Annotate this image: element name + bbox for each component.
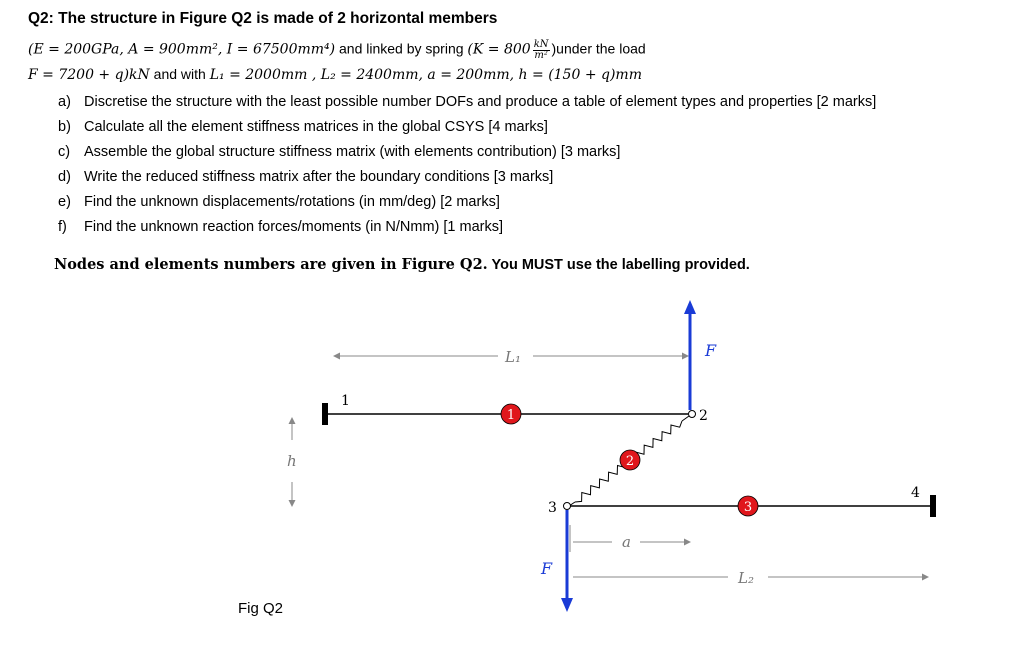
task-label: d) bbox=[58, 169, 71, 185]
load-expression: F = 7200 + q)kN bbox=[28, 67, 150, 83]
figure-caption: Fig Q2 bbox=[238, 600, 284, 617]
unit-numerator: kN bbox=[533, 39, 549, 50]
task-text: Find the unknown reaction forces/moments (in N/Nmm) [1 marks] bbox=[84, 219, 504, 235]
task-text: Find the unknown displacements/rotations (in mm/deg) [2 marks] bbox=[84, 194, 500, 210]
task-label: c) bbox=[58, 144, 71, 160]
fixed-support-left-icon bbox=[322, 403, 328, 425]
task-text: Assemble the global structure stiffness matrix (with elements contribution) [3 marks] bbox=[84, 144, 621, 160]
dimension-L1 bbox=[334, 348, 688, 366]
material-properties: (E = 200GPa, A = 900mm², I = 67500mm⁴) bbox=[28, 41, 336, 58]
note-sans-part: You MUST use the labelling provided. bbox=[487, 257, 750, 273]
node-3-label: 3 bbox=[548, 500, 557, 516]
spring-element-2 bbox=[569, 416, 689, 506]
and-with-text: and with bbox=[149, 66, 210, 82]
dimension-a bbox=[570, 525, 690, 552]
under-load-text: )under the load bbox=[551, 40, 646, 57]
dimension-L2 bbox=[573, 569, 928, 587]
label-L1: L₁ bbox=[505, 348, 521, 366]
task-text: Write the reduced stiffness matrix after the boundary conditions [3 marks] bbox=[84, 169, 554, 185]
force-up-arrowhead-icon bbox=[684, 300, 696, 314]
label-h: h bbox=[287, 452, 297, 470]
element-2-label: 2 bbox=[625, 454, 635, 469]
element-3-label: 3 bbox=[743, 500, 753, 515]
question-title: Q2: The structure in Figure Q2 is made of 2 horizontal members bbox=[28, 10, 498, 27]
node-3-marker bbox=[564, 503, 571, 510]
node-2-label: 2 bbox=[699, 408, 708, 424]
task-label: e) bbox=[58, 194, 71, 210]
node-1-label: 1 bbox=[341, 393, 350, 409]
spring-text: and linked by spring bbox=[335, 40, 468, 57]
spring-lead-upper bbox=[682, 416, 689, 421]
task-label: b) bbox=[58, 119, 71, 135]
force-up bbox=[684, 300, 717, 410]
force-down bbox=[540, 510, 573, 612]
note-serif-part: Nodes and elements numbers are given in Figure Q2. bbox=[54, 256, 488, 273]
fixed-support-right-icon bbox=[930, 495, 936, 517]
dimension-h bbox=[287, 418, 297, 506]
node-2-marker bbox=[689, 411, 696, 418]
label-L2: L₂ bbox=[738, 569, 754, 587]
force-down-arrowhead-icon bbox=[561, 598, 573, 612]
unit-denominator: m² bbox=[534, 50, 548, 61]
element-1-label: 1 bbox=[506, 408, 516, 423]
node-4-label: 4 bbox=[911, 485, 920, 501]
spring-stiffness: (K = 800 bbox=[467, 41, 531, 58]
member-1 bbox=[322, 393, 708, 425]
task-text: Calculate all the element stiffness matrices in the global CSYS [4 marks] bbox=[84, 119, 548, 135]
label-a: a bbox=[622, 533, 631, 551]
label-force-bottom: F bbox=[541, 559, 553, 578]
member-3 bbox=[548, 485, 936, 517]
task-label: a) bbox=[58, 94, 71, 110]
length-parameters: L₁ = 2000mm , L₂ = 2400mm, a = 200mm, h = (150 + q)mm bbox=[209, 67, 642, 83]
task-text: Discretise the structure with the least possible number DOFs and produce a table of element types and properties [2 marks] bbox=[84, 94, 877, 110]
label-force-top: F bbox=[705, 341, 717, 360]
task-label: f) bbox=[58, 219, 67, 235]
